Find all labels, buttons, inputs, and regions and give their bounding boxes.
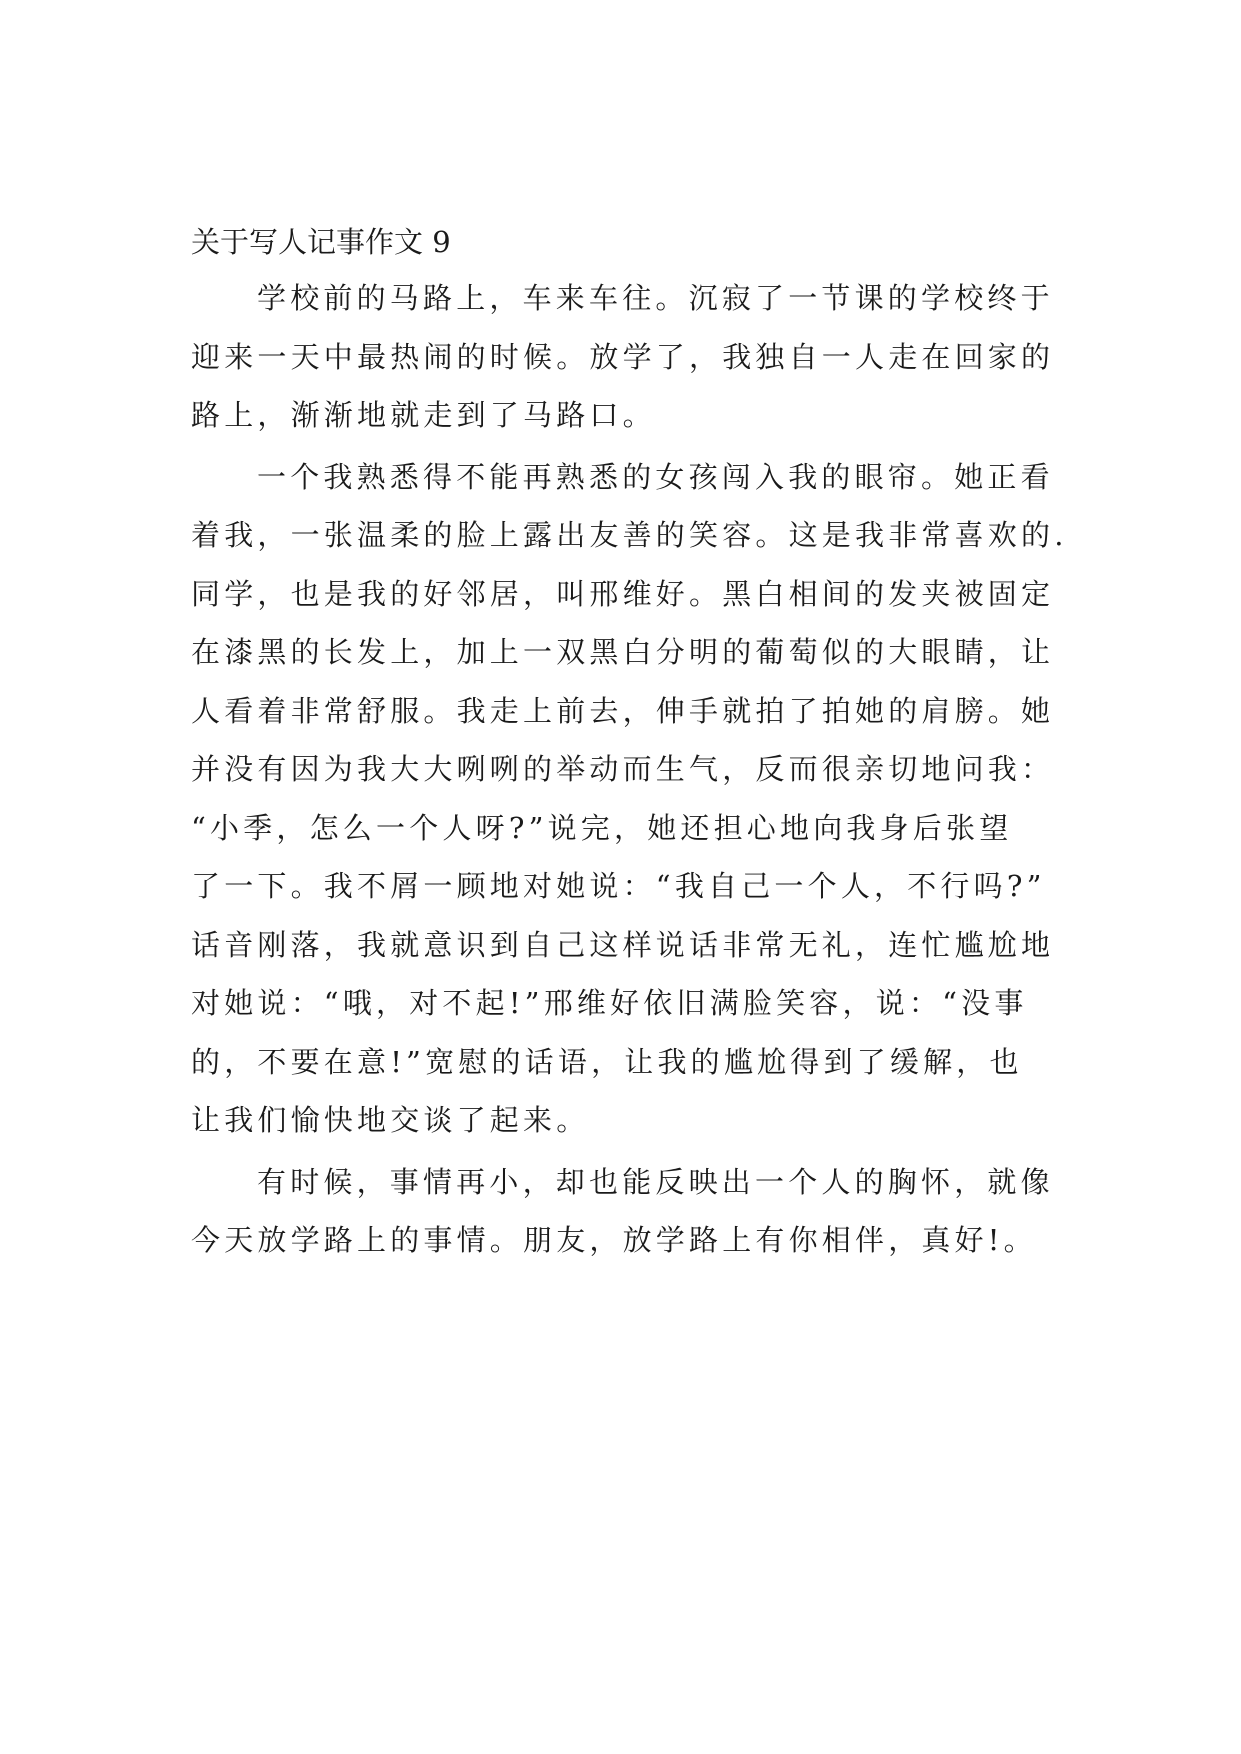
paragraph-line: 同学，也是我的好邻居，叫邢维好。黑白相间的发夹被固定: [191, 576, 1055, 611]
paragraph-line: 路上，渐渐地就走到了马路口。: [191, 398, 656, 432]
paragraph-line: 一个我熟悉得不能再熟悉的女孩闯入我的眼帘。她正看: [257, 459, 1054, 494]
paragraph-2: [191, 448, 1068, 1150]
paragraph-line: “小季，怎么一个人呀?”说完，她还担心地向我身后张望: [191, 810, 1013, 845]
paragraph-line: 着我，一张温柔的脸上露出友善的笑容。这是我非常喜欢的.: [191, 518, 1068, 552]
paragraph-line: 人看着非常舒服。我走上前去，伸手就拍了拍她的肩膀。她: [191, 693, 1055, 728]
paragraph-line: 了一下。我不屑一顾地对她说：“我自己一个人，不行吗?”: [191, 869, 1046, 903]
paragraph-line: 学校前的马路上，车来车往。沉寂了一节课的学校终于: [257, 281, 1054, 315]
paragraph-line: 的，不要在意!”宽慰的话语，让我的尴尬得到了缓解，也: [191, 1044, 1023, 1079]
document-body: [191, 222, 1068, 1273]
paragraph-line: 让我们愉快地交谈了起来。: [191, 1103, 590, 1137]
document-title: 关于写人记事作文 9: [191, 225, 451, 259]
paragraph-1: [191, 269, 1055, 445]
paragraph-line: 迎来一天中最热闹的时候。放学了，我独自一人走在回家的: [191, 339, 1055, 374]
paragraph-line: 在漆黑的长发上，加上一双黑白分明的葡萄似的大眼睛，让: [191, 635, 1055, 669]
paragraph-line: 今天放学路上的事情。朋友，放学路上有你相伴，真好!。: [191, 1223, 1037, 1257]
paragraph-3: [191, 1153, 1054, 1270]
paragraph-line: 有时候，事情再小，却也能反映出一个人的胸怀，就像: [257, 1164, 1054, 1199]
paragraph-line: 并没有因为我大大咧咧的举动而生气，反而很亲切地问我：: [191, 752, 1055, 786]
paragraph-line: 对她说：“哦，对不起!”邢维好依旧满脸笑容，说：“没事: [191, 986, 1028, 1020]
paragraph-line: 话音刚落，我就意识到自己这样说话非常无礼，连忙尴尬地: [191, 927, 1055, 962]
